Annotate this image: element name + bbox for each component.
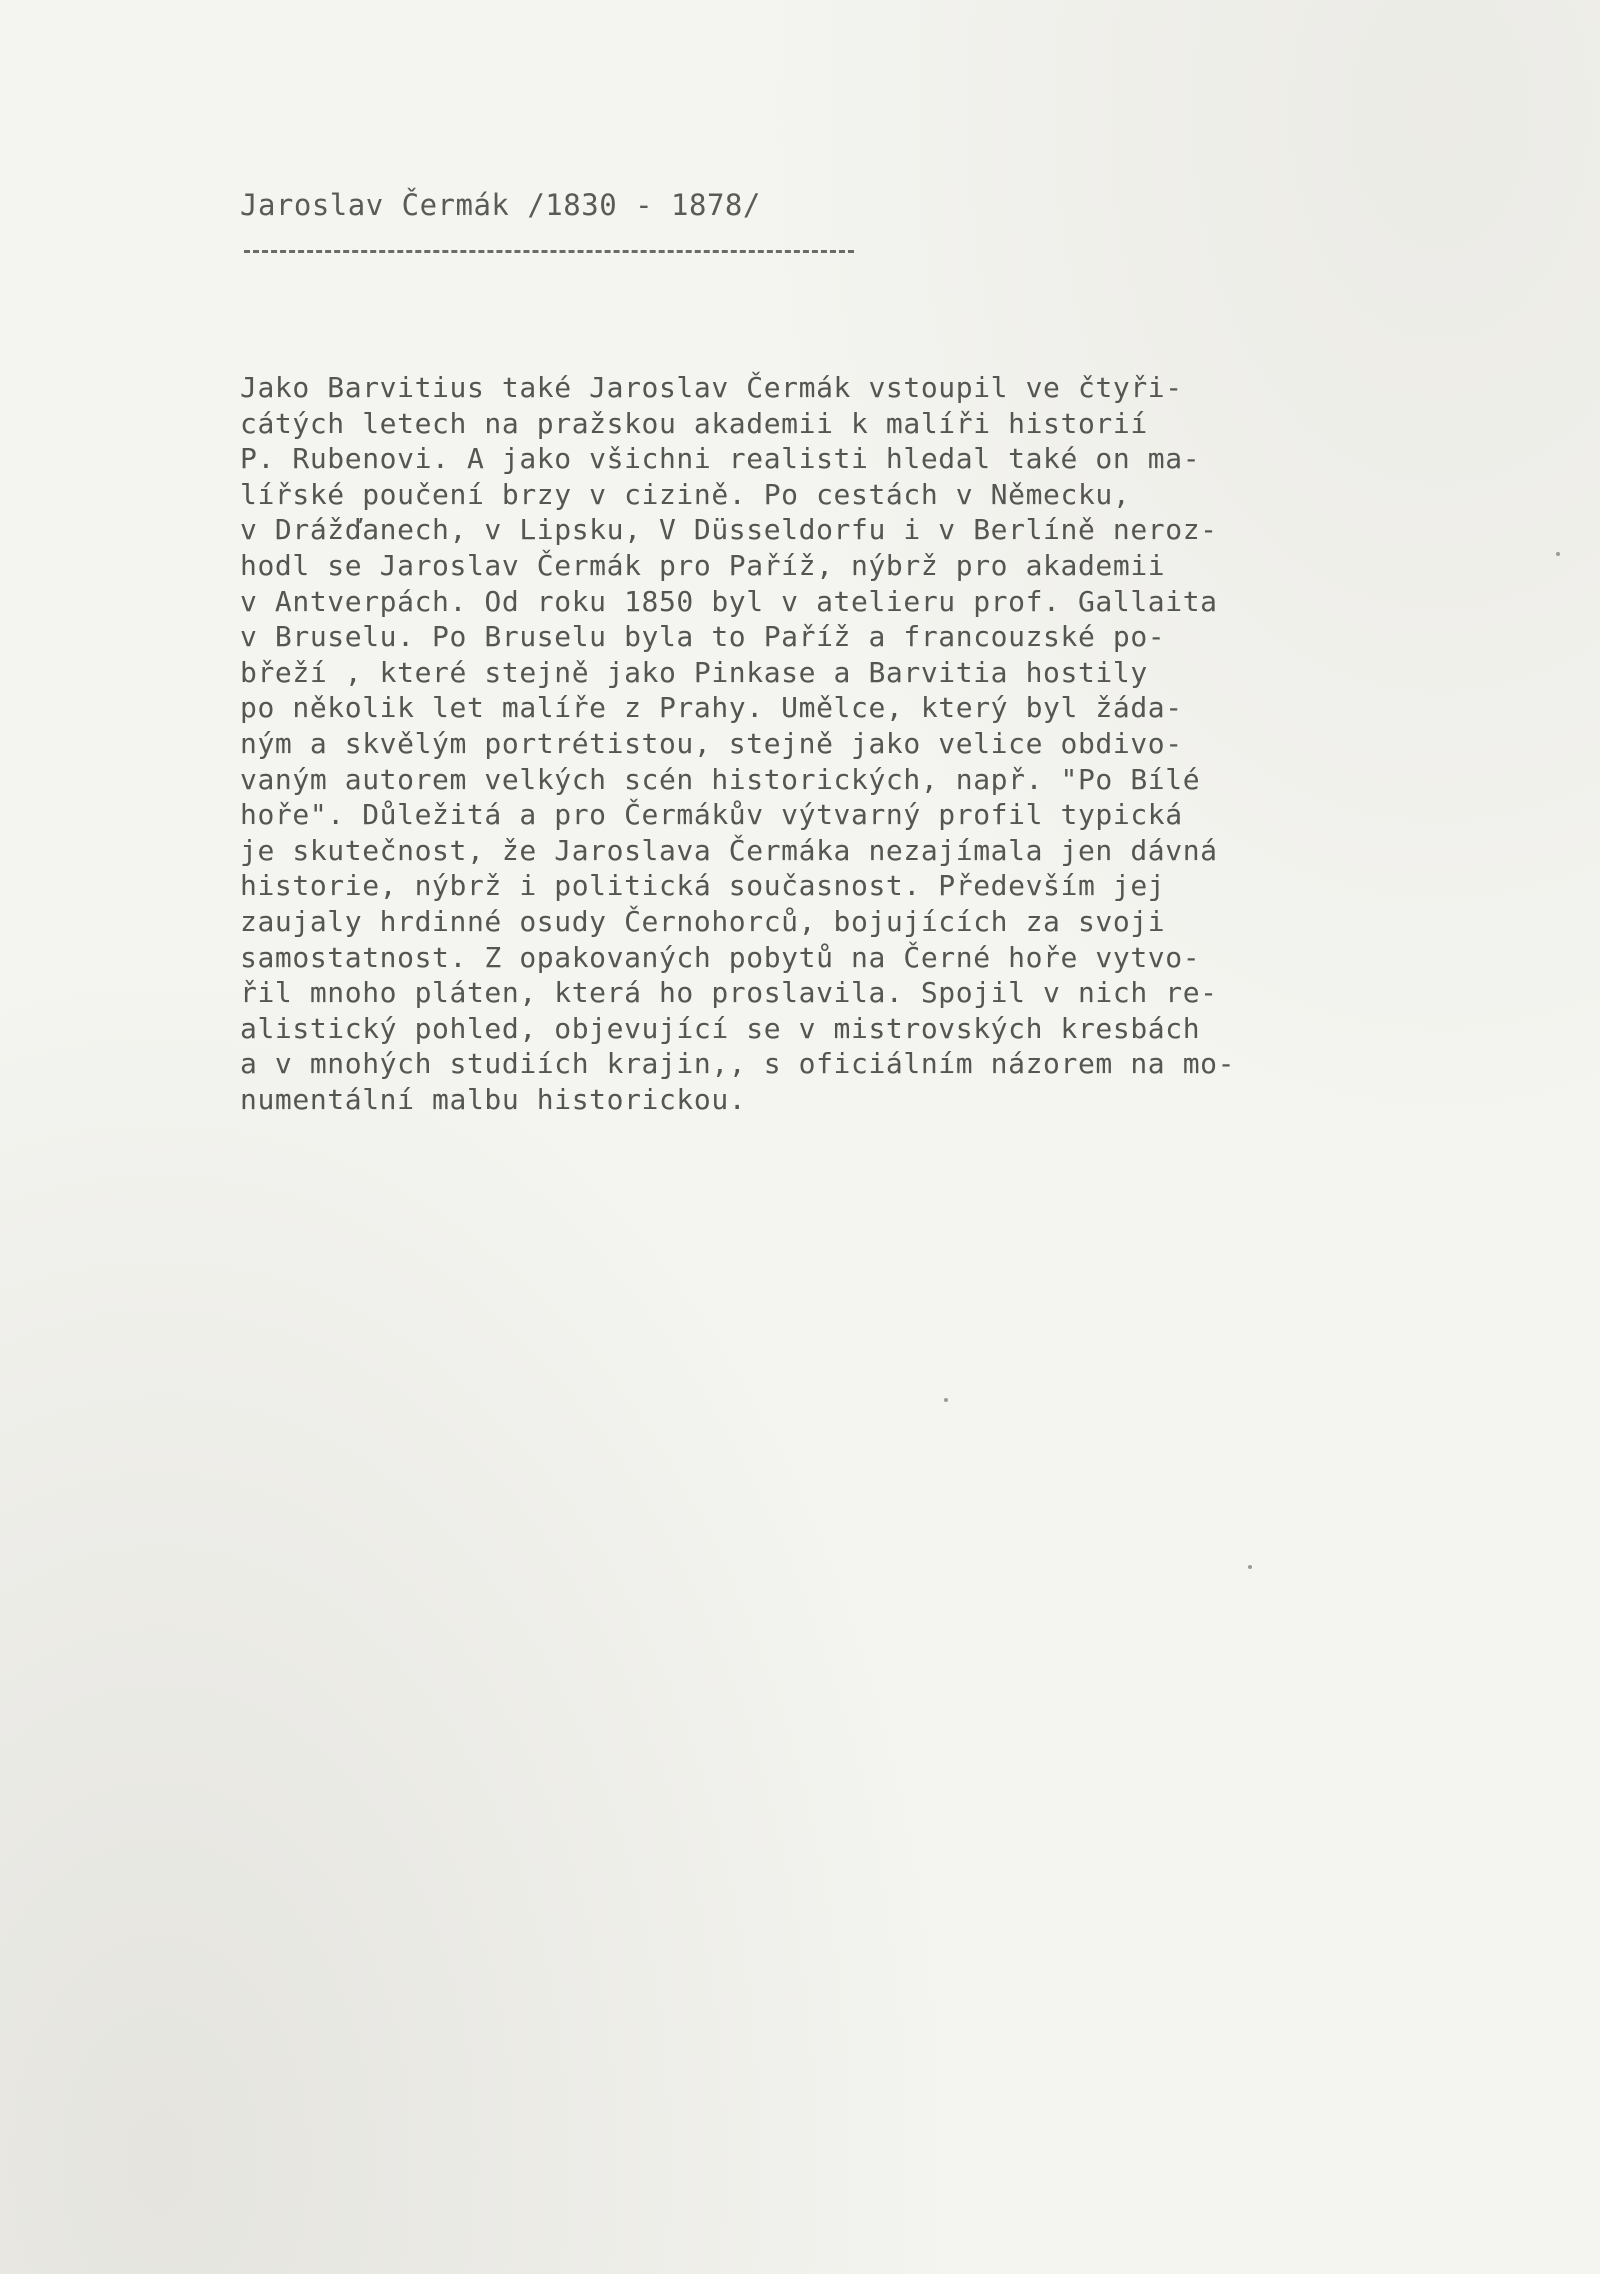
text-line: v Bruselu. Po Bruselu byla to Paříž a francouzské po- xyxy=(240,620,1166,654)
text-line: alistický pohled, objevující se v mistrovských kresbách xyxy=(240,1011,1201,1045)
paper-speck xyxy=(944,1398,948,1402)
text-line: vaným autorem velkých scén historických, např. "Po Bílé xyxy=(240,762,1201,796)
text-line: Jako Barvitius také Jaroslav Čermák vstoupil ve čtyři- xyxy=(240,371,1183,404)
text-line: lířské poučení brzy v cizině. Po cestách v Německu, xyxy=(240,477,1131,511)
text-line: po několik let malíře z Prahy. Umělce, který byl žáda- xyxy=(240,691,1183,725)
text-line: hoře". Důležitá a pro Čermákův výtvarný profil typická xyxy=(240,798,1183,832)
paper-speck xyxy=(1556,552,1560,556)
text-line: v Drážďanech, v Lipsku, V Düsseldorfu i v Berlíně neroz- xyxy=(240,513,1218,547)
text-line: řil mnoho pláten, která ho proslavila. Spojil v nich re- xyxy=(240,976,1218,1010)
text-line: zaujaly hrdinné osudy Černohorců, bojujících za svoji xyxy=(240,904,1166,938)
document-body xyxy=(240,370,1420,1117)
heading-underline xyxy=(244,250,854,253)
text-line: cátých letech na pražskou akademii k malíři historií xyxy=(240,406,1148,440)
text-line: v Antverpách. Od roku 1850 byl v atelieru prof. Gallaita xyxy=(240,584,1218,618)
text-line: numentální malbu historickou. xyxy=(240,1082,747,1116)
paper-speck xyxy=(1248,1565,1252,1569)
text-line: P. Rubenovi. A jako všichni realisti hledal také on ma- xyxy=(240,442,1201,476)
text-line: je skutečnost, že Jaroslava Čermáka nezajímala jen dávná xyxy=(240,833,1218,867)
document-heading: Jaroslav Čermák /1830 - 1878/ xyxy=(240,188,761,222)
text-line: historie, nýbrž i politická současnost. Především jej xyxy=(240,869,1166,903)
text-line: hodl se Jaroslav Čermák pro Paříž, nýbrž pro akademii xyxy=(240,548,1166,582)
text-line: a v mnohých studiích krajin,, s oficiálním názorem na mo- xyxy=(240,1047,1236,1081)
text-line: břeží , které stejně jako Pinkase a Barvitia hostily xyxy=(240,655,1148,689)
text-line: ným a skvělým portrétistou, stejně jako velice obdivo- xyxy=(240,726,1183,760)
text-line: samostatnost. Z opakovaných pobytů na Černé hoře vytvo- xyxy=(240,940,1201,974)
